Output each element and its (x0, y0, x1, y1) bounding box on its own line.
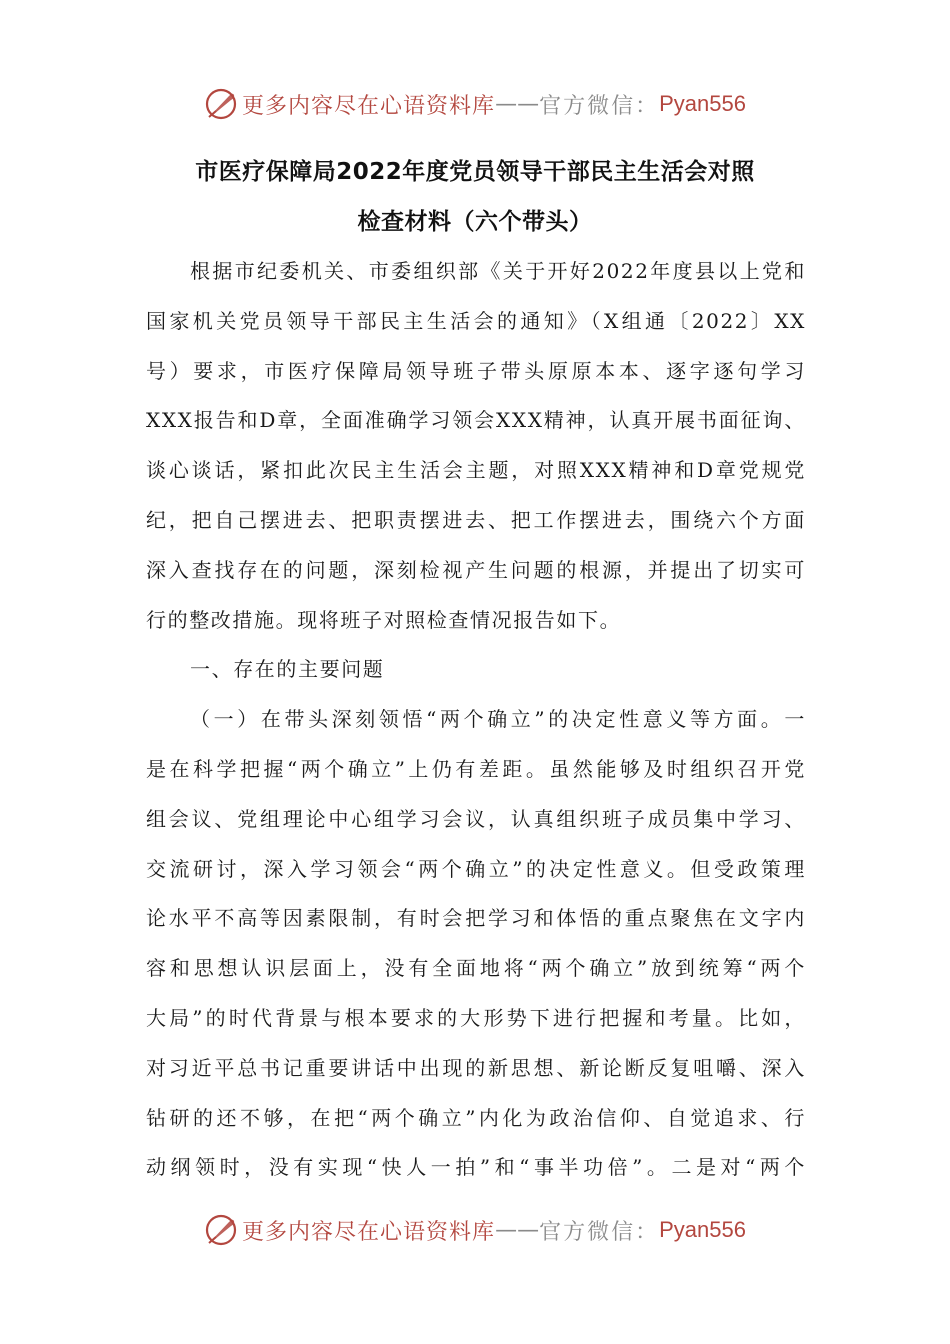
body-line: 大局”的时代背景与根本要求的大形势下进行把握和考量。比如， (146, 1005, 806, 1030)
watermark-banner-top (0, 82, 950, 126)
watermark-wechat-id: Pyan556 (659, 1217, 746, 1242)
body-line: 组会议、党组理论中心组学习会议，认真组织班子成员集中学习、 (146, 806, 806, 831)
body-line: 钻研的还不够，在把“两个确立”内化为政治信仰、自觉追求、行 (146, 1105, 806, 1130)
body-line: 纪，把自己摆进去、把职责摆进去、把工作摆进去，围绕六个方面 (146, 507, 806, 532)
body-line: 国家机关党员领导干部民主生活会的通知》（X组通〔2022〕XX (146, 308, 806, 333)
watermark-text: 更多内容尽在心语资料库 (242, 93, 496, 119)
document-title-line2: 检查材料（六个带头） (357, 209, 593, 235)
document-title-line1: 市医疗保障局2022年度党员领导干部民主生活会对照 (195, 159, 755, 185)
body-line: XXX报告和D章，全面准确学习领会XXX精神，认真开展书面征询、 (146, 408, 806, 433)
body-line: 是在科学把握“两个确立”上仍有差距。虽然能够及时组织召开党 (146, 756, 806, 781)
body-line: 谈心谈话，紧扣此次民主生活会主题，对照XXX精神和D章党规党 (146, 458, 806, 483)
watermark-wechat-id: Pyan556 (659, 91, 746, 116)
body-line: 深入查找存在的问题，深刻检视产生问题的根源，并提出了切实可 (146, 557, 806, 582)
quill-pen-icon (204, 1213, 238, 1247)
quill-pen-icon (204, 87, 238, 121)
body-line: 交流研讨，深入学习领会“两个确立”的决定性意义。但受政策理 (146, 856, 806, 881)
watermark-banner-bottom (0, 1208, 950, 1252)
watermark-wechat-label: 官方微信： (539, 93, 660, 119)
body-line: 对习近平总书记重要讲话中出现的新思想、新论断反复咀嚼、深入 (146, 1055, 806, 1080)
document-body (146, 247, 806, 1193)
body-line: 根据市纪委机关、市委组织部《关于开好2022年度县以上党和 (190, 259, 806, 283)
body-line: 动纲领时，没有实现“快人一拍”和“事半功倍”。二是对“两个 (146, 1155, 806, 1180)
subsection-heading: （一）在带头深刻领悟“两个确立”的决定性意义等方面。一 (190, 707, 806, 732)
body-line: 容和思想认识层面上，没有全面地将“两个确立”放到统筹“两个 (146, 956, 806, 981)
watermark-separator: —— (495, 91, 540, 117)
watermark-text: 更多内容尽在心语资料库 (242, 1219, 496, 1245)
body-line: 号）要求，市医疗保障局领导班子带头原原本本、逐字逐句学习 (146, 358, 806, 383)
watermark-wechat-label: 官方微信： (539, 1219, 660, 1245)
body-line: 论水平不高等因素限制，有时会把学习和体悟的重点聚焦在文字内 (146, 906, 806, 931)
body-line: 行的整改措施。现将班子对照检查情况报告如下。 (146, 607, 622, 632)
section-heading: 一、存在的主要问题 (190, 657, 385, 682)
watermark-separator: —— (495, 1217, 540, 1243)
